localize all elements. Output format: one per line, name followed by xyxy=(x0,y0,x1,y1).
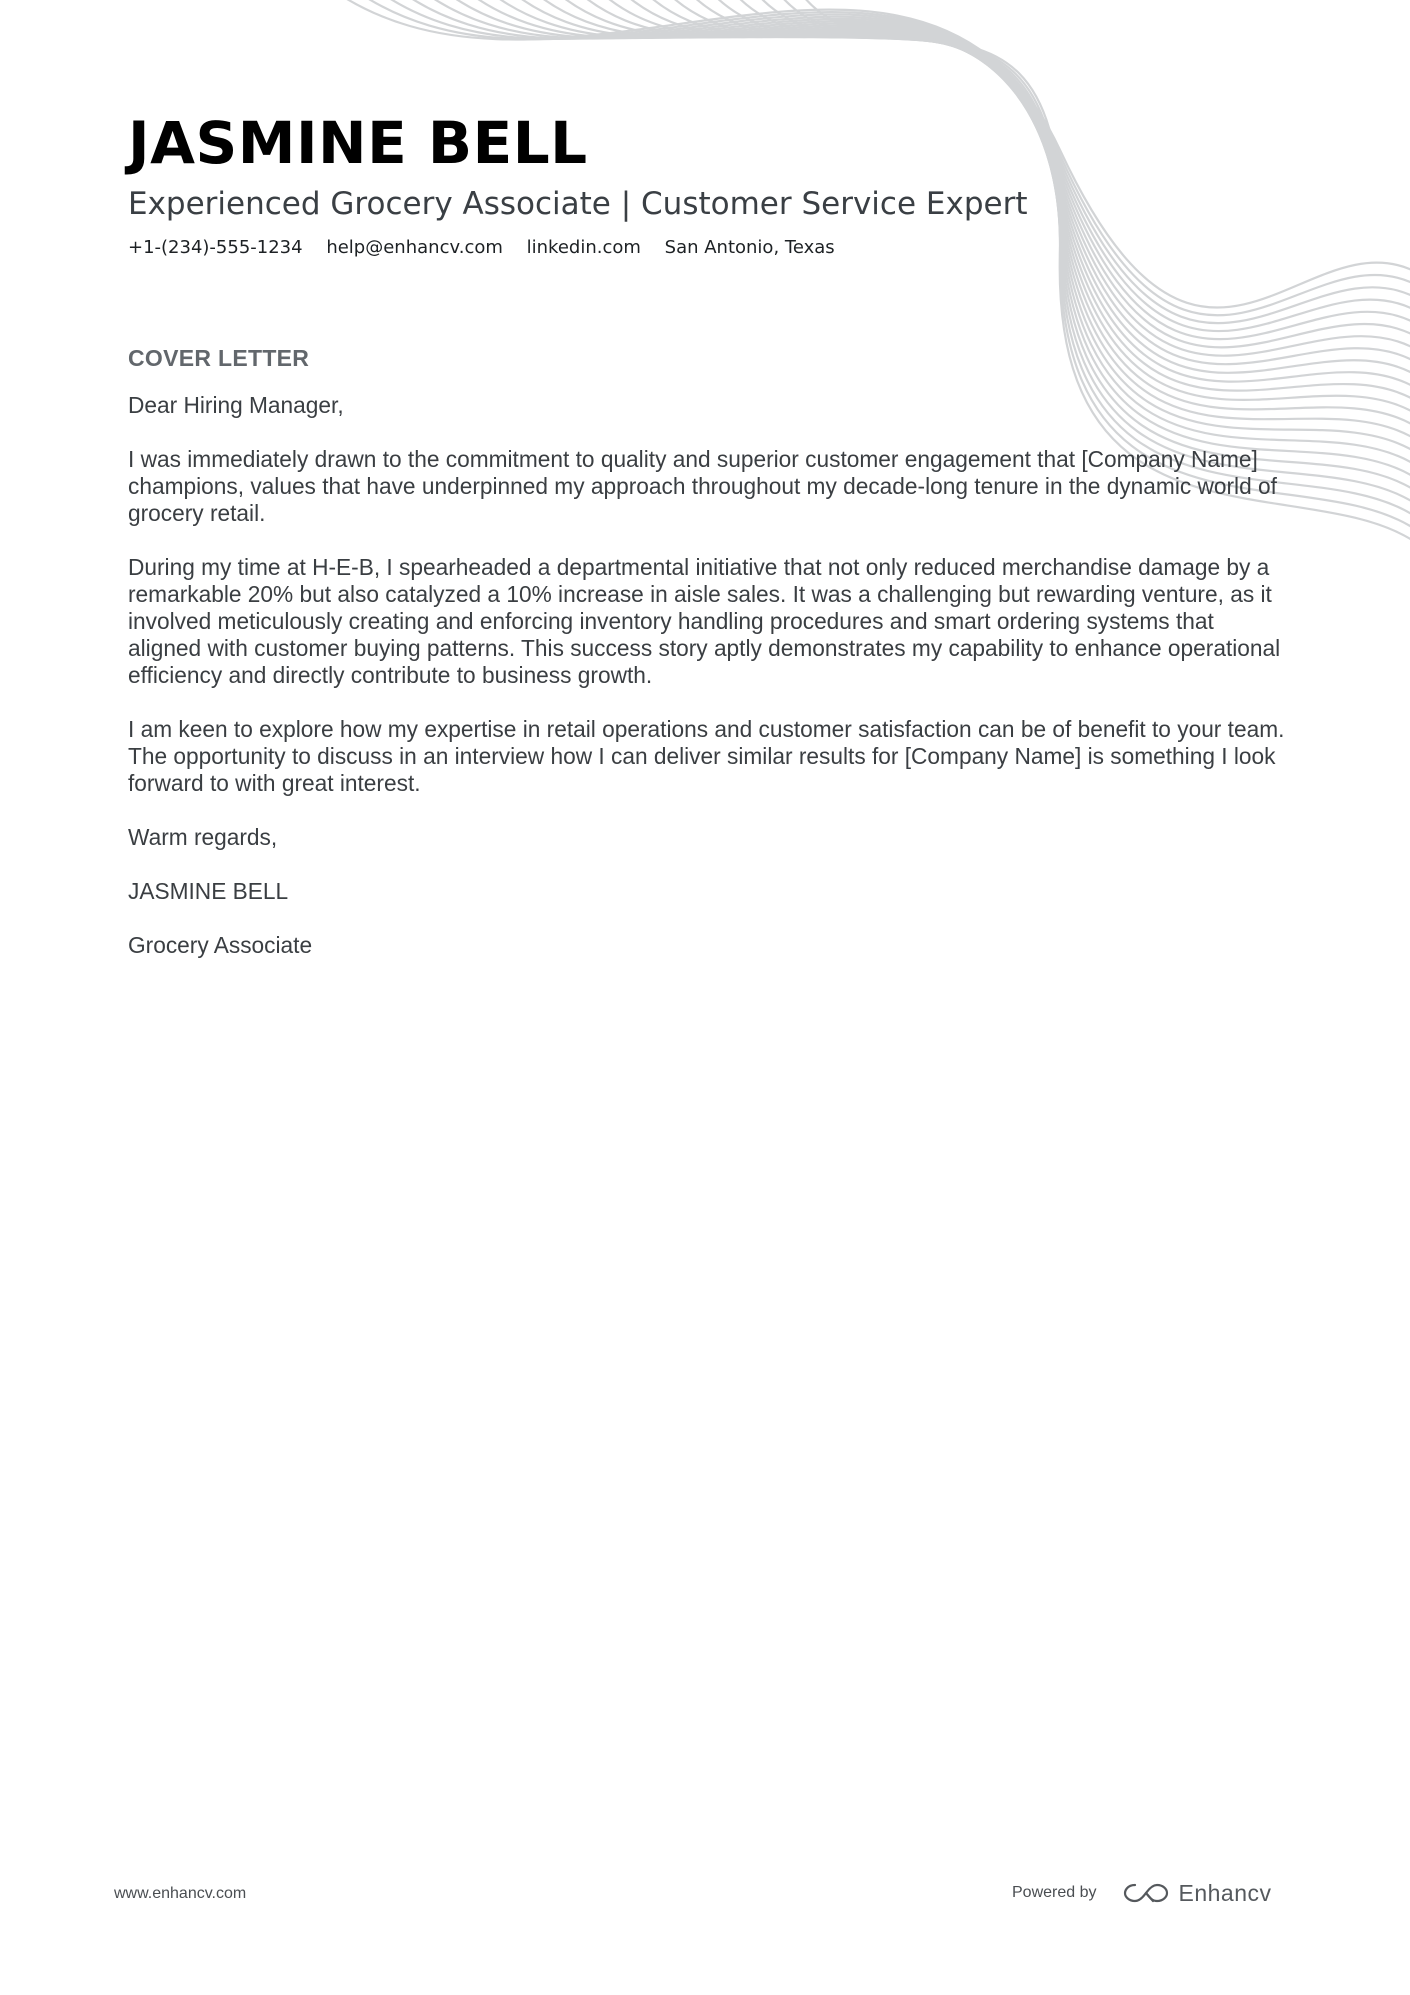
footer-website[interactable]: www.enhancv.com xyxy=(114,1885,247,1902)
header xyxy=(128,108,1027,260)
enhancv-infinity-logo-icon xyxy=(1123,1881,1169,1905)
closing-phrase: Warm regards, xyxy=(128,824,278,850)
powered-by-label: Powered by xyxy=(1012,1884,1097,1901)
contact-email[interactable]: help@enhancv.com xyxy=(326,237,503,258)
candidate-title: Experienced Grocery Associate | Customer Service Expert xyxy=(128,186,1028,222)
candidate-name: JASMINE BELL xyxy=(128,109,588,177)
cover-letter-body xyxy=(128,340,1288,986)
enhancv-logo[interactable] xyxy=(1123,1880,1272,1907)
salutation: Dear Hiring Manager, xyxy=(128,392,344,418)
brand-name: Enhancv xyxy=(1178,1879,1272,1906)
footer-branding xyxy=(1012,1876,1272,1910)
contact-phone[interactable]: +1-(234)-555-1234 xyxy=(128,237,303,258)
signature-name: JASMINE BELL xyxy=(128,878,289,904)
contact-linkedin[interactable]: linkedin.com xyxy=(526,237,641,258)
section-heading: COVER LETTER xyxy=(128,345,310,371)
signature-title: Grocery Associate xyxy=(128,932,313,958)
contact-info xyxy=(128,236,1027,260)
contact-location: San Antonio, Texas xyxy=(664,237,835,258)
paragraph-intro: I was immediately drawn to the commitment to quality and superior customer engagement that [Company Name] champions, values that have underpinned my approach throughout my decade-long tenure in the dynamic world of grocery retail. xyxy=(128,446,1277,526)
paragraph-closing: I am keen to explore how my expertise in retail operations and customer satisfaction can be of benefit to your team. The opportunity to discuss in an interview how I can deliver similar results for [Company Name] is something I look forward to with great interest. xyxy=(128,716,1285,796)
paragraph-experience: During my time at H-E-B, I spearheaded a departmental initiative that not only reduced merchandise damage by a remarkable 20% but also catalyzed a 10% increase in aisle sales. It was a challenging but rewarding venture, as it involved meticulously creating and enforcing inventory handling procedures and smart ordering systems that aligned with customer buying patterns. This success story aptly demonstrates my capability to enhance operational efficiency and directly contribute to business growth. xyxy=(128,554,1281,688)
